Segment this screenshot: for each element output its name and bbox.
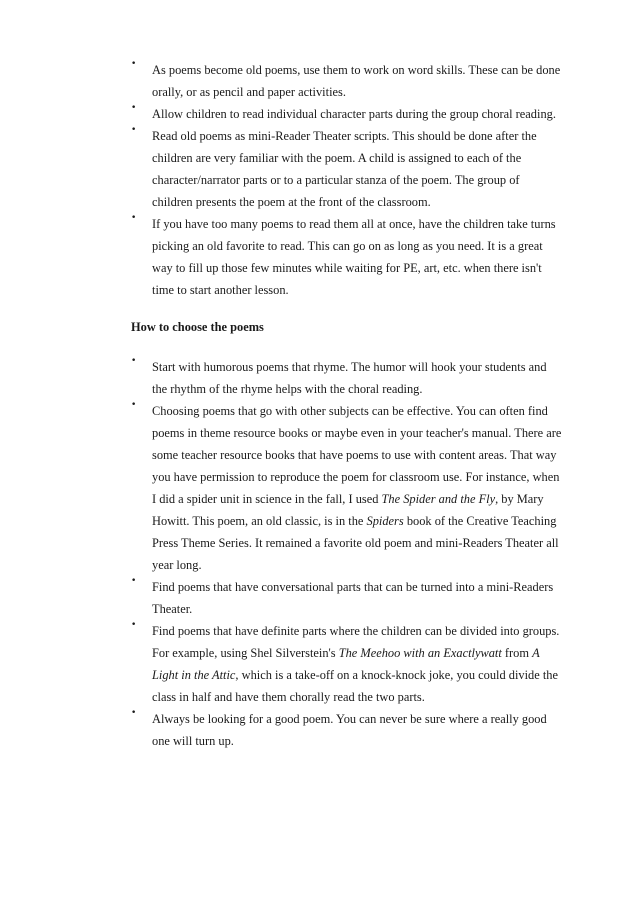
text-line: class in half and have them chorally read the two parts.: [152, 690, 425, 704]
text-line: orally, or as pencil and paper activities.: [152, 85, 346, 99]
text-line: poems in theme resource books or maybe even in your teacher's manual. There are: [152, 426, 562, 440]
italic-title: Spiders: [366, 514, 404, 528]
bullet-icon: •: [131, 356, 137, 366]
text-line: [152, 488, 586, 510]
text-line: way to fill up those few minutes while waiting for PE, art, etc. when there isn't: [152, 261, 542, 275]
bullet-icon: •: [131, 213, 137, 223]
bullet-item: [0, 103, 638, 125]
text-run: from: [501, 646, 533, 660]
text-line: [152, 642, 586, 664]
text-run: I did a spider unit in science in the fall, I used: [152, 492, 382, 506]
italic-title: A: [532, 646, 540, 660]
choosing-poems-list: [0, 356, 638, 752]
text-line: Find poems that have definite parts where the children can be divided into groups.: [152, 624, 560, 638]
bullet-item: [0, 213, 638, 301]
bullet-icon: •: [131, 103, 137, 113]
text-line: one will turn up.: [152, 734, 234, 748]
text-line: character/narrator parts or to a particular stanza of the poem. The group of: [152, 173, 520, 187]
text-line: picking an old favorite to read. This can go on as long as you need. It is a great: [152, 239, 543, 253]
bullet-item: [0, 125, 638, 213]
bullet-item: [0, 620, 638, 708]
text-line: Always be looking for a good poem. You can never be sure where a really good: [152, 712, 547, 726]
italic-title: The Meehoo with an Exactlywatt: [338, 646, 502, 660]
text-line: time to start another lesson.: [152, 283, 289, 297]
bullet-icon: •: [131, 125, 137, 135]
italic-title: Light in the Attic: [152, 668, 236, 682]
bullet-item: [0, 400, 638, 576]
bullet-item: [0, 356, 638, 400]
text-line: some teacher resource books that have poems to use with content areas. That way: [152, 448, 557, 462]
text-line: Theater.: [152, 602, 193, 616]
text-run: For example, using Shel Silverstein's: [152, 646, 339, 660]
bullet-item: [0, 576, 638, 620]
text-run: book of the Creative Teaching: [403, 514, 557, 528]
text-line: Press Theme Series. It remained a favorite old poem and mini-Readers Theater all: [152, 536, 559, 550]
text-line: As poems become old poems, use them to work on word skills. These can be done: [152, 63, 561, 77]
text-line: Read old poems as mini-Reader Theater scripts. This should be done after the: [152, 129, 537, 143]
usage-tips-list: [0, 59, 638, 301]
text-line: the rhythm of the rhyme helps with the choral reading.: [152, 382, 423, 396]
bullet-icon: •: [131, 59, 137, 69]
text-line: If you have too many poems to read them all at once, have the children take turns: [152, 217, 556, 231]
bullet-icon: •: [131, 620, 137, 630]
bullet-item: [0, 59, 638, 103]
text-line: year long.: [152, 558, 202, 572]
text-run: , which is a take-off on a knock-knock joke, you could divide the: [235, 668, 558, 682]
text-line: [152, 664, 586, 686]
text-line: children presents the poem at the front of the classroom.: [152, 195, 431, 209]
text-line: Find poems that have conversational parts that can be turned into a mini-Readers: [152, 580, 554, 594]
bullet-icon: •: [131, 708, 137, 718]
bullet-icon: •: [131, 400, 137, 410]
text-run: Howitt. This poem, an old classic, is in the: [152, 514, 367, 528]
bullet-icon: •: [131, 576, 137, 586]
text-line: Allow children to read individual character parts during the group choral reading.: [152, 107, 556, 121]
text-line: Choosing poems that go with other subjects can be effective. You can often find: [152, 404, 548, 418]
italic-title: The Spider and the Fly: [381, 492, 496, 506]
text-line: you have permission to reproduce the poem for classroom use. For instance, when: [152, 470, 560, 484]
bullet-item: [0, 708, 638, 752]
text-line: [152, 510, 586, 532]
section-heading: How to choose the poems: [131, 320, 264, 334]
text-run: , by Mary: [495, 492, 544, 506]
text-line: children are very familiar with the poem. A child is assigned to each of the: [152, 151, 522, 165]
text-line: Start with humorous poems that rhyme. The humor will hook your students and: [152, 360, 547, 374]
